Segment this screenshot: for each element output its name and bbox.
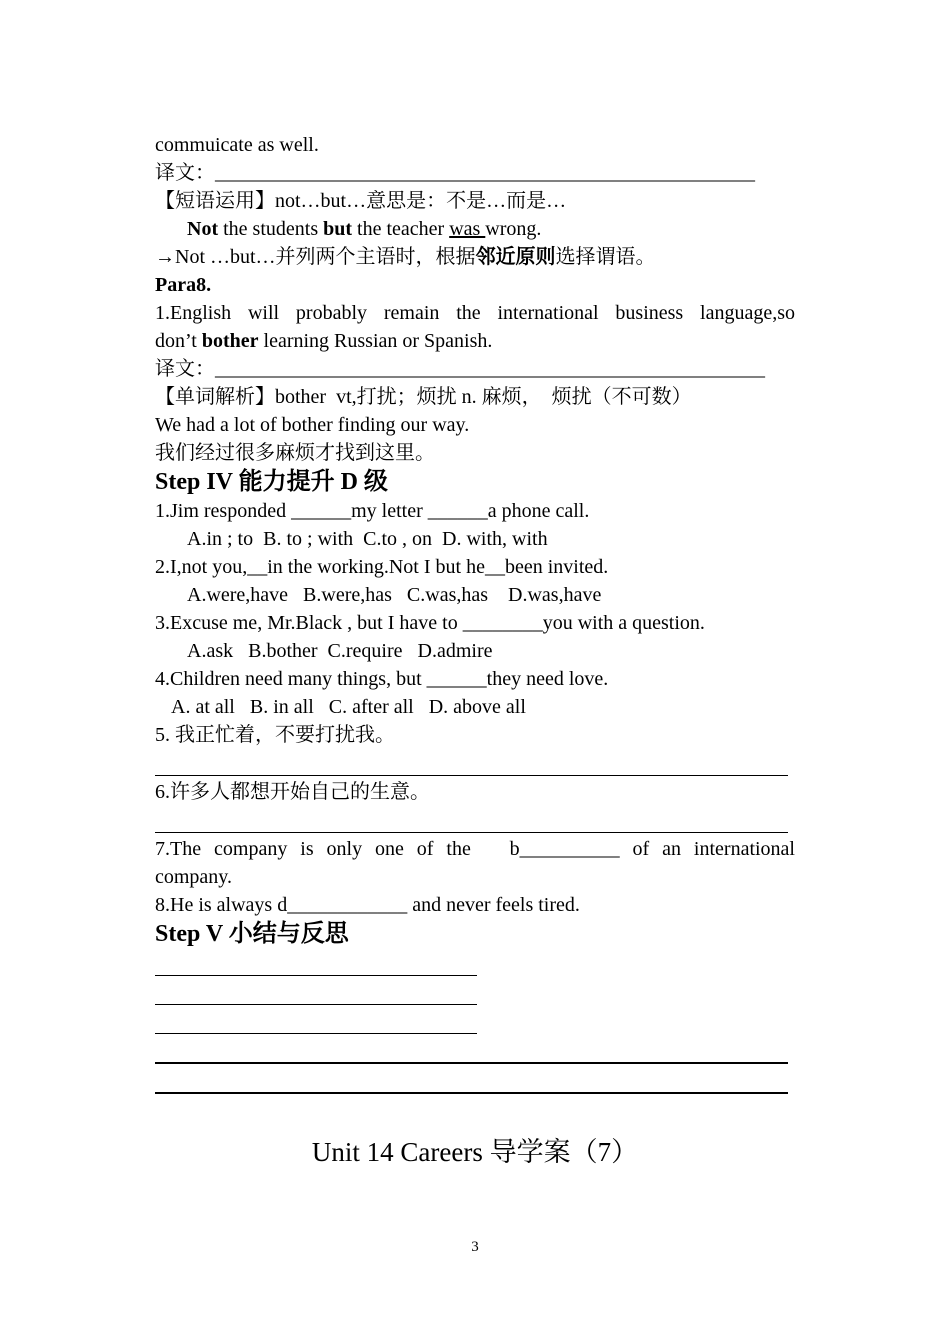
text-span: →Not …but…并列两个主语时，根据 (155, 246, 476, 268)
text-span: wrong. (485, 218, 542, 240)
phrase-usage-line (155, 187, 795, 215)
text-span: learning Russian or Spanish. (258, 330, 493, 352)
text-span: the teacher (352, 218, 450, 240)
page-number: 3 (471, 1239, 479, 1255)
question-3-options: A.ask B.bother C.require D.admire (187, 640, 493, 662)
step4-heading: Step IV 能力提升 D 级 (155, 469, 388, 495)
bold-proximity-rule: 邻近原则 (475, 246, 556, 268)
reflection-line[interactable] (155, 978, 477, 1005)
question-4-options: A. at all B. in all C. after all D. above all (171, 696, 526, 718)
question-1: 1.Jim responded ______my letter ______a phone call. (155, 500, 590, 522)
question-7-line2: company. (155, 866, 233, 888)
word-analysis-line (155, 383, 795, 411)
text-line: commuicate as well. (155, 134, 319, 156)
phrase-usage-label: 【短语运用】 (155, 190, 275, 212)
underlined-was: was (449, 218, 486, 240)
question-8: 8.He is always d____________ and never feels tired. (155, 894, 580, 916)
text-span: 选择谓语。 (555, 246, 656, 268)
example-sentence (155, 215, 795, 243)
reflection-line[interactable] (155, 949, 477, 976)
unit-title: Unit 14 Careers 导学案（7） (311, 1137, 639, 1167)
translation-line: 译文：_______________________________________________________ (155, 358, 765, 380)
document-body (155, 131, 795, 1096)
example-english: We had a lot of bother finding our way. (155, 414, 470, 436)
phrase-usage-text: not…but…意思是：不是…而是… (275, 190, 567, 212)
question-2-options: A.were,have B.were,has C.was,has D.was,have (187, 584, 602, 606)
reflection-line[interactable] (155, 1066, 788, 1094)
question-5: 5. 我正忙着，不要打扰我。 (155, 724, 395, 746)
para8-sentence-line1: 1.English will probably remain the international business language,so (155, 302, 795, 324)
example-chinese: 我们经过很多麻烦才找到这里。 (155, 442, 435, 464)
word-analysis-label: 【单词解析】 (155, 386, 275, 408)
answer-blank-5[interactable] (155, 749, 788, 776)
text-span: the students (218, 218, 324, 240)
translation-line: 译文：______________________________________________________ (155, 162, 755, 184)
reflection-line[interactable] (155, 1036, 788, 1064)
text-span: don’t (155, 330, 202, 352)
step5-heading: Step V 小结与反思 (155, 921, 349, 947)
rule-note (155, 243, 795, 271)
bold-but: but (323, 218, 353, 240)
bold-not: Not (187, 218, 219, 240)
question-2: 2.I,not you,__in the working.Not I but he__been invited. (155, 556, 609, 578)
question-6: 6.许多人都想开始自己的生意。 (155, 781, 430, 803)
bold-bother: bother (201, 330, 259, 352)
para8-label: Para8. (155, 274, 212, 296)
question-7-line1: 7.The company is only one of the b__________ of an international (155, 838, 795, 860)
reflection-line[interactable] (155, 1007, 477, 1034)
para8-sentence-line2 (155, 327, 795, 355)
para-heading (155, 271, 795, 299)
question-3: 3.Excuse me, Mr.Black , but I have to ________you with a question. (155, 612, 705, 634)
word-analysis-text: bother vt,打扰；烦扰 n. 麻烦， 烦扰（不可数） (275, 386, 692, 408)
question-1-options: A.in ; to B. to ; with C.to , on D. with, with (187, 528, 548, 550)
question-4: 4.Children need many things, but ______they need love. (155, 668, 609, 690)
answer-blank-6[interactable] (155, 806, 788, 833)
